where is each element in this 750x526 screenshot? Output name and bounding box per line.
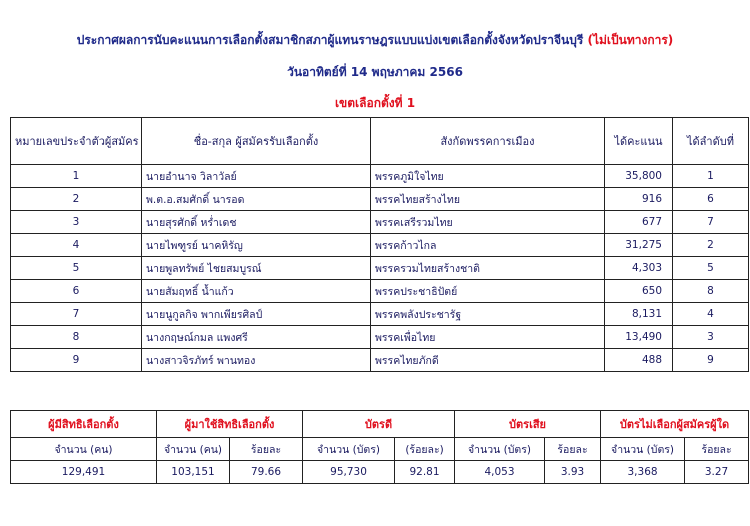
candidate-name: นายไพฑูรย์ นาคหิรัญ xyxy=(142,234,371,257)
candidate-party: พรรคภูมิใจไทย xyxy=(371,165,605,188)
summary-value-row xyxy=(11,461,749,484)
value-turnout: 103,151 xyxy=(157,461,230,484)
table-row xyxy=(11,234,749,257)
col-header-name: ชื่อ-สกุล ผู้สมัครรับเลือกตั้ง xyxy=(142,118,371,165)
candidate-rank: 3 xyxy=(673,326,749,349)
candidate-party: พรรคเพื่อไทย xyxy=(371,326,605,349)
candidate-party: พรรคพลังประชารัฐ xyxy=(371,303,605,326)
election-date: วันอาทิตย์ที่ 14 พฤษภาคม 2566 xyxy=(287,65,463,79)
candidate-number: 4 xyxy=(11,234,142,257)
candidate-name: นางสาวจิรภัทร์ พานทอง xyxy=(142,349,371,372)
candidate-rank: 1 xyxy=(673,165,749,188)
candidate-rank: 5 xyxy=(673,257,749,280)
col-header-party: สังกัดพรรคการเมือง xyxy=(371,118,605,165)
candidate-rank: 8 xyxy=(673,280,749,303)
title-text: ประกาศผลการนับคะแนนการเลือกตั้งสมาชิกสภาผู้แทนราษฎรแบบแบ่งเขตเลือกตั้งจังหวัดปราจีนบุรี xyxy=(76,33,584,47)
candidate-votes: 35,800 xyxy=(605,165,673,188)
sub-bad-count: จำนวน (บัตร) xyxy=(455,438,545,461)
candidate-number: 5 xyxy=(11,257,142,280)
value-novote-pct: 3.27 xyxy=(685,461,749,484)
candidate-name: นายสุรศักดิ์ หร่ำเดช xyxy=(142,211,371,234)
table-row xyxy=(11,257,749,280)
candidate-votes: 8,131 xyxy=(605,303,673,326)
page-title xyxy=(0,31,750,50)
sub-novote-count: จำนวน (บัตร) xyxy=(601,438,685,461)
group-good-ballots: บัตรดี xyxy=(303,411,455,438)
group-bad-ballots: บัตรเสีย xyxy=(455,411,601,438)
table-row xyxy=(11,211,749,234)
sub-eligible-count: จำนวน (คน) xyxy=(11,438,157,461)
table-row xyxy=(11,188,749,211)
candidate-rank: 6 xyxy=(673,188,749,211)
candidate-votes: 677 xyxy=(605,211,673,234)
candidate-votes: 4,303 xyxy=(605,257,673,280)
table-row xyxy=(11,349,749,372)
candidate-party: พรรคก้าวไกล xyxy=(371,234,605,257)
value-bad: 4,053 xyxy=(455,461,545,484)
candidate-party: พรรคไทยสร้างไทย xyxy=(371,188,605,211)
turnout-summary-table xyxy=(10,410,749,484)
value-novote: 3,368 xyxy=(601,461,685,484)
candidate-number: 7 xyxy=(11,303,142,326)
table-header-row xyxy=(11,118,749,165)
candidate-party: พรรครวมไทยสร้างชาติ xyxy=(371,257,605,280)
candidate-name: นายอำนาจ วิลาวัลย์ xyxy=(142,165,371,188)
sub-good-count: จำนวน (บัตร) xyxy=(303,438,395,461)
col-header-votes: ได้คะแนน xyxy=(605,118,673,165)
candidate-name: นายสัมฤทธิ์ น้ำแก้ว xyxy=(142,280,371,303)
sub-good-pct: (ร้อยละ) xyxy=(395,438,455,461)
candidate-party: พรรคไทยภักดี xyxy=(371,349,605,372)
candidate-rank: 2 xyxy=(673,234,749,257)
candidate-rank: 9 xyxy=(673,349,749,372)
value-good-pct: 92.81 xyxy=(395,461,455,484)
candidate-name: นายนูกูลกิจ พากเพียรศิลป์ xyxy=(142,303,371,326)
summary-group-row xyxy=(11,411,749,438)
district-label: เขตเลือกตั้งที่ 1 xyxy=(334,96,416,110)
value-good: 95,730 xyxy=(303,461,395,484)
unofficial-label: (ไม่เป็นทางการ) xyxy=(587,33,674,47)
candidate-name: นางกฤษณ์กมล แพงศรี xyxy=(142,326,371,349)
sub-turnout-pct: ร้อยละ xyxy=(230,438,303,461)
table-row xyxy=(11,280,749,303)
table-row xyxy=(11,326,749,349)
candidate-rank: 7 xyxy=(673,211,749,234)
candidate-number: 6 xyxy=(11,280,142,303)
summary-sub-row xyxy=(11,438,749,461)
candidate-number: 2 xyxy=(11,188,142,211)
candidate-rank: 4 xyxy=(673,303,749,326)
candidate-votes: 13,490 xyxy=(605,326,673,349)
candidate-votes: 916 xyxy=(605,188,673,211)
group-turnout: ผู้มาใช้สิทธิเลือกตั้ง xyxy=(157,411,303,438)
table-row xyxy=(11,303,749,326)
table-row xyxy=(11,165,749,188)
candidate-number: 9 xyxy=(11,349,142,372)
sub-novote-pct: ร้อยละ xyxy=(685,438,749,461)
value-bad-pct: 3.93 xyxy=(545,461,601,484)
candidate-votes: 488 xyxy=(605,349,673,372)
candidate-results-table xyxy=(10,117,749,372)
candidate-name: นายพูลทรัพย์ ไชยสมบูรณ์ xyxy=(142,257,371,280)
candidate-name: พ.ต.อ.สมศักดิ์ นารอด xyxy=(142,188,371,211)
value-turnout-pct: 79.66 xyxy=(230,461,303,484)
candidate-party: พรรคเสรีรวมไทย xyxy=(371,211,605,234)
candidate-number: 8 xyxy=(11,326,142,349)
sub-bad-pct: ร้อยละ xyxy=(545,438,601,461)
group-eligible: ผู้มีสิทธิเลือกตั้ง xyxy=(11,411,157,438)
candidate-number: 3 xyxy=(11,211,142,234)
candidate-party: พรรคประชาธิปัตย์ xyxy=(371,280,605,303)
col-header-rank: ได้ลำดับที่ xyxy=(673,118,749,165)
value-eligible: 129,491 xyxy=(11,461,157,484)
col-header-number: หมายเลขประจำตัวผู้สมัคร xyxy=(11,118,142,165)
candidate-votes: 650 xyxy=(605,280,673,303)
candidate-votes: 31,275 xyxy=(605,234,673,257)
candidate-number: 1 xyxy=(11,165,142,188)
group-no-vote-ballots: บัตรไม่เลือกผู้สมัครผู้ใด xyxy=(601,411,749,438)
sub-turnout-count: จำนวน (คน) xyxy=(157,438,230,461)
